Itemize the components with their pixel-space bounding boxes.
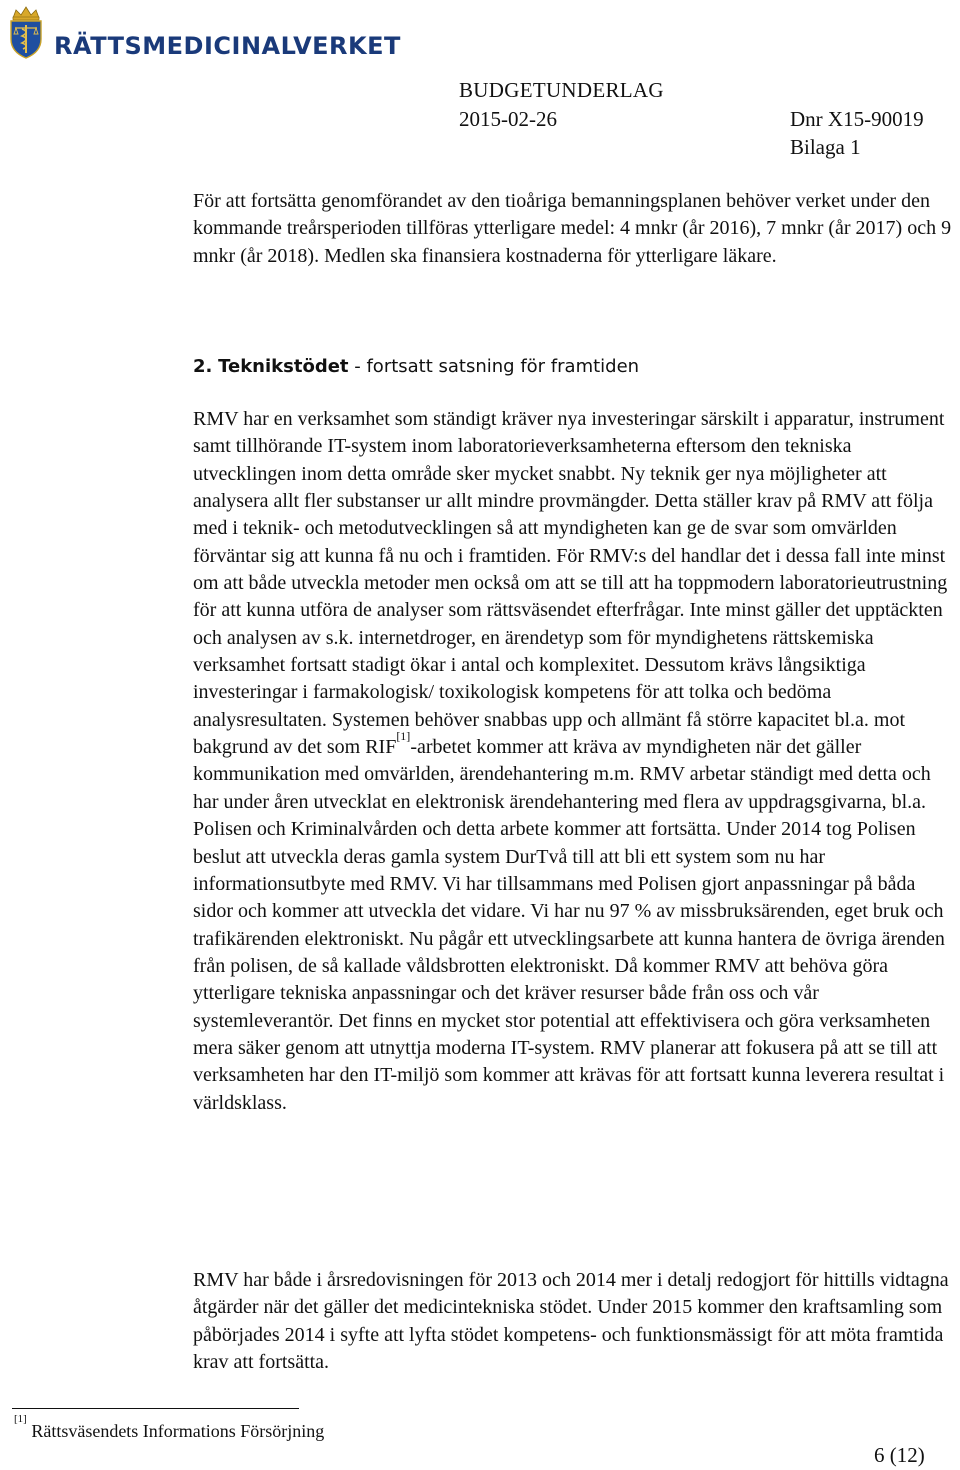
footnote-marker: [1]	[14, 1413, 27, 1425]
agency-name: RÄTTSMEDICINALVERKET	[54, 32, 401, 60]
document-dnr: Dnr X15-90019	[790, 107, 924, 131]
footnote-divider	[12, 1408, 299, 1409]
footnote-text: Rättsväsendets Informations Försörjning	[31, 1421, 325, 1441]
page-number: 6 (12)	[874, 1443, 925, 1467]
footnote-reference[interactable]: [1]	[396, 729, 411, 744]
document-appendix: Bilaga 1	[790, 135, 861, 159]
section-title: Teknikstödet	[218, 356, 349, 377]
footnote	[14, 1413, 325, 1442]
section-number: 2.	[193, 356, 213, 377]
main-paragraph-part-2: -arbetet kommer att kräva av myndigheten när det gäller kommunikation med omvärlden, ärendehantering m.m. RMV arbetar ständigt med detta och har under åren utvecklat en elektronisk ärendehantering med flera av uppdragsgivarna, bl.a. Polisen och Kriminalvården och detta arbete kommer att fortsätta. Under 2014 tog Polisen beslut att utveckla deras gamla system DurTvå till att bli ett system som nu har informationsutbyte med RMV. Vi har tillsammans med Polisen gjort anpassningar på båda sidor och kommer att utveckla det vidare. Vi har nu 97 % av missbruksärenden, eget bruk och trafikärenden elektroniskt. Nu pågår ett utvecklingsarbete att kunna hantera de övriga ärenden från polisen, de så kallade våldsbrotten elektroniskt. Då kommer RMV att behöva göra ytterligare tekniska anpassningar och det kräver resurser både från oss och vår systemleverantör. Det finns en mycket stor potential att effektivisera och göra verksamheten mera säker genom att utnyttja moderna IT-system. RMV planerar att fokusera på att se till att verksamheten har den IT-miljö som kommer att krävas för att fortsatt kunna leverera resultat i världsklass.	[193, 736, 945, 1114]
document-date: 2015-02-26	[459, 107, 557, 131]
section-subtitle: - fortsatt satsning för framtiden	[354, 356, 640, 377]
closing-paragraph: RMV har både i årsredovisningen för 2013 och 2014 mer i detalj redogjort för hittills vidtagna åtgärder när det gäller det medicintekniska stödet. Under 2015 kommer den kraftsamling som påbörjades 2014 i syfte att lyfta stödet kompetens- och funktionsmässigt för att möta framtida krav att fortsätta.	[193, 1269, 949, 1373]
document-type: BUDGETUNDERLAG	[459, 78, 664, 102]
main-paragraph	[193, 406, 959, 1117]
intro-paragraph: För att fortsätta genomförandet av den tioåriga bemanningsplanen behöver verket under den kommande treårsperioden tillföras ytterligare medel: 4 mnkr (år 2016), 7 mnkr (år 2017) och 9 mnkr (år 2018). Medlen ska finansiera kostnaderna för ytterligare läkare.	[193, 190, 952, 267]
main-paragraph-part-1: RMV har en verksamhet som ständigt kräver nya investeringar särskilt i apparatur, instrument samt tillhörande IT-system inom laboratorieverksamheterna eftersom den tekniska utvecklingen inom detta område sker mycket snabbt. Ny teknik ger nya möjligheter att analysera allt fler substanser ur allt mindre provmängder. Detta ställer krav på RMV att följa med i teknik- och metodutvecklingen så att myndigheten kan ge de svar som omvärlden förväntar sig att kunna få nu och i framtiden. För RMV:s del handlar det i dessa fall inte minst om att både utveckla metoder men också om att se till att ha toppmodern laboratorieutrustning för att kunna utföra de analyser som rättsväsendet efterfrågar. Inte minst gäller det upptäckten och analysen av s.k. internetdroger, en ärendetyp som för myndighetens rättskemiska verksamhet fortsatt stadigt ökar i antal och komplexitet. Dessutom krävs långsiktiga investeringar i farmakologisk/ toxikologisk kompetens för att tolka och bedöma analysresultaten. Systemen behöver snabbas upp och allmänt få större kapacitet bl.a. mot bakgrund av det som RIF	[193, 408, 948, 759]
section-heading	[193, 354, 639, 380]
coat-of-arms-icon	[4, 4, 48, 60]
